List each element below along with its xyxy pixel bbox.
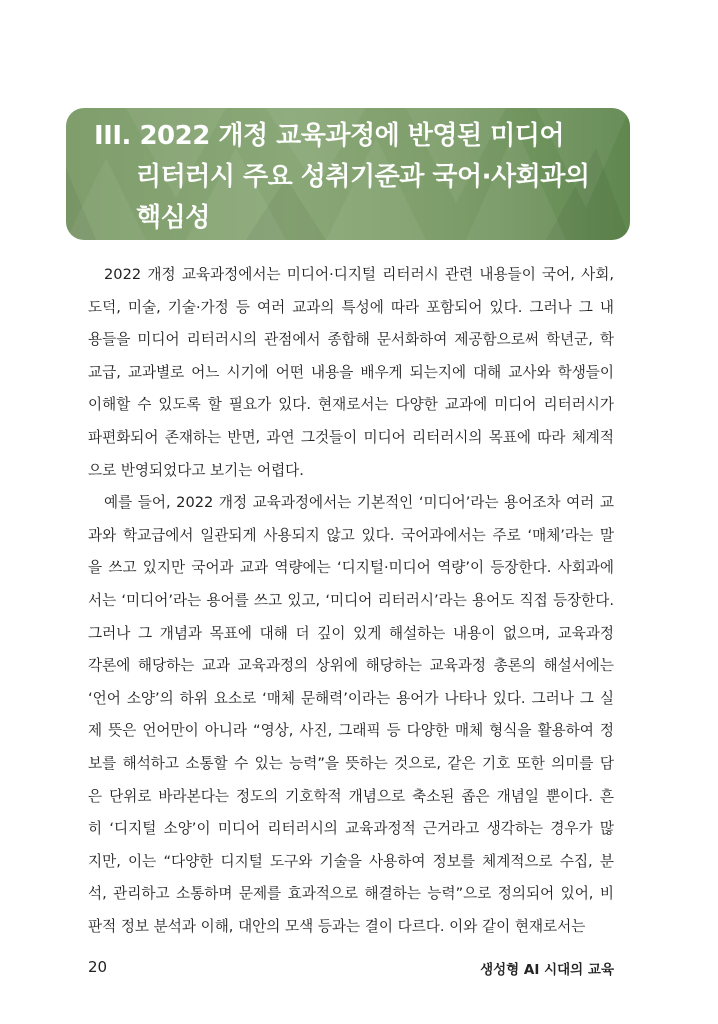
paragraph <box>88 487 614 943</box>
page-number: 20 <box>88 958 108 976</box>
text-line: 을 쓰고 있지만 국어과 교과 역량에는 ‘디지털·미디어 역량’이 등장한다. 사회과에 <box>88 559 614 577</box>
text-line: 판적 정보 분석과 이해, 대안의 모색 등과는 결이 다르다. 이와 같이 현재로서는 <box>88 917 586 935</box>
text-line: 그러나 그 개념과 목표에 대해 더 깊이 있게 해설하는 내용이 없으며, 교육과정 <box>88 624 614 642</box>
running-footer-title: 생성형 AI 시대의 교육 <box>480 962 614 978</box>
text-line: 교급, 교과별로 어느 시기에 어떤 내용을 배우게 되는지에 대해 교사와 학생들이 <box>88 363 614 381</box>
text-line: 각론에 해당하는 교과 교육과정의 상위에 해당하는 교육과정 총론의 해설서에는 <box>88 657 614 675</box>
text-line: 이해할 수 있도록 할 필요가 있다. 현재로서는 다양한 교과에 미디어 리터러시가 <box>88 396 614 414</box>
text-line: 은 단위로 바라본다는 정도의 기호학적 개념으로 축소된 좁은 개념일 뿐이다. 흔 <box>88 787 614 805</box>
text-line: 으로 반영되었다고 보기는 어렵다. <box>88 461 304 479</box>
text-line: 파편화되어 존재하는 반면, 과연 그것들이 미디어 리터러시의 목표에 따라 체계적 <box>88 428 614 446</box>
section-title <box>94 116 590 239</box>
paragraph <box>88 259 614 487</box>
text-line: 히 ‘디지털 소양’이 미디어 리터러시의 교육과정적 근거라고 생각하는 경우가 많 <box>88 820 614 838</box>
text-line: 과와 학교급에서 일관되게 사용되지 않고 있다. 국어과에서는 주로 ‘매체’라는 말 <box>88 526 614 544</box>
title-line: 핵심성 <box>136 203 210 233</box>
title-line: 리터러시 주요 성취기준과 국어·사회과의 <box>136 162 590 192</box>
section-title-banner <box>66 108 630 240</box>
text-line: 석, 관리하고 소통하며 문제를 효과적으로 해결하는 능력”으로 정의되어 있어, 비 <box>88 885 614 903</box>
text-line: 도덕, 미술, 기술·가정 등 여러 교과의 특성에 따라 포함되어 있다. 그러나 그 내 <box>88 298 614 316</box>
text-line: 용들을 미디어 리터러시의 관점에서 종합해 문서화하여 제공함으로써 학년군, 학 <box>88 331 614 349</box>
text-line: 서는 ‘미디어’라는 용어를 쓰고 있고, ‘미디어 리터러시’라는 용어도 직접 등장한다. <box>88 591 614 609</box>
body-text <box>88 259 614 943</box>
text-line: 제 뜻은 언어만이 아니라 “영상, 사진, 그래픽 등 다양한 매체 형식을 활용하여 정 <box>88 722 614 740</box>
text-line: 예를 들어, 2022 개정 교육과정에서는 기본적인 ‘미디어’라는 용어조차 여러 교 <box>104 494 614 512</box>
text-line: 보를 해석하고 소통할 수 있는 능력”을 뜻하는 것으로, 같은 기호 또한 의미를 담 <box>88 754 614 772</box>
title-line: III. 2022 개정 교육과정에 반영된 미디어 <box>94 121 565 151</box>
text-line: 지만, 이는 “다양한 디지털 도구와 기술을 사용하여 정보를 체계적으로 수집, 분 <box>88 852 614 870</box>
text-line: ‘언어 소양’의 하위 요소로 ‘매체 문해력’이라는 용어가 나타나 있다. 그러나 그 실 <box>88 689 614 707</box>
text-line: 2022 개정 교육과정에서는 미디어·디지털 리터러시 관련 내용들이 국어, 사회, <box>104 266 614 283</box>
